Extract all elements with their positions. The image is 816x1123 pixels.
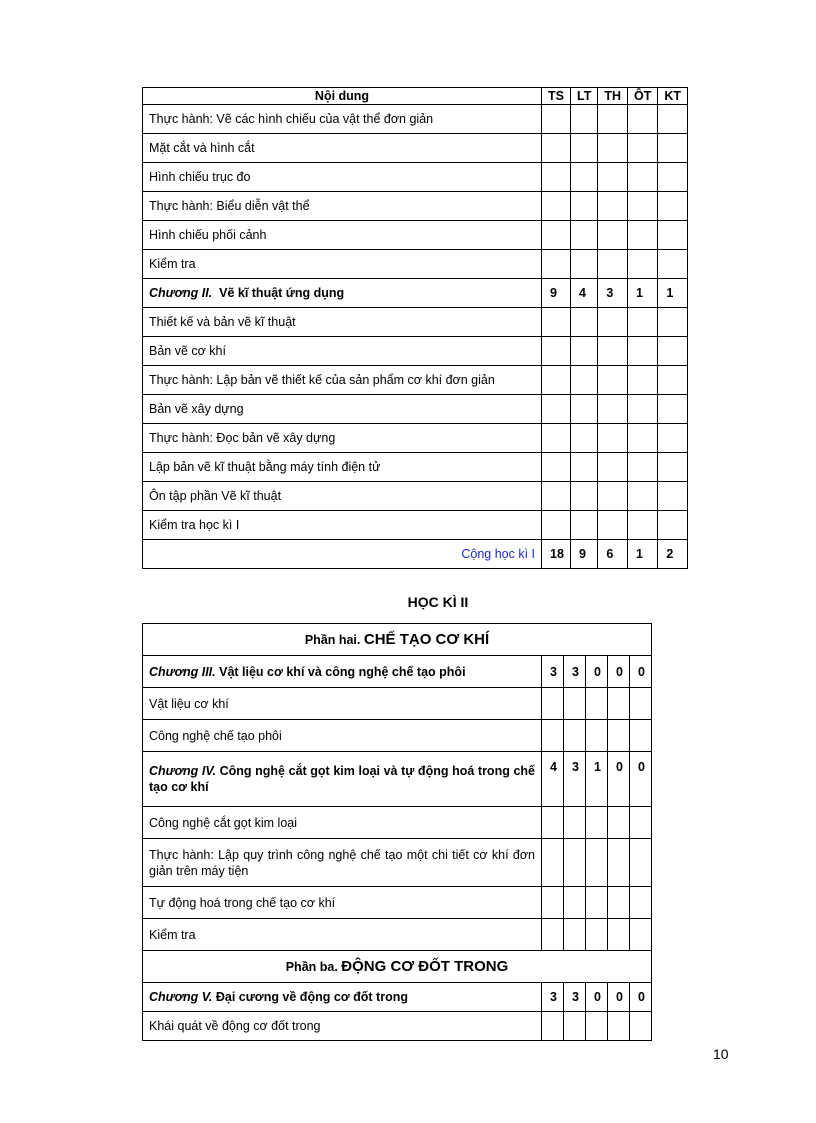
chapter-label (143, 752, 542, 807)
value-th: 0 (586, 983, 608, 1012)
row-label: Bản vẽ cơ khí (143, 337, 542, 366)
value-kt: 0 (630, 656, 652, 688)
row-label: Thực hành: Đọc bản vẽ xây dựng (143, 424, 542, 453)
chapter-row (143, 752, 652, 807)
value-th: 1 (586, 752, 608, 807)
table-row (143, 395, 688, 424)
row-label: Kiểm tra (143, 919, 542, 951)
row-label: Bản vẽ xây dựng (143, 395, 542, 424)
header-content: Nội dung (143, 88, 542, 105)
total-row (143, 540, 688, 569)
part-title: ĐỘNG CƠ ĐỐT TRONG (341, 957, 509, 975)
row-label: Khái quát về động cơ đốt trong (143, 1012, 542, 1041)
value-ts: 3 (542, 656, 564, 688)
table-row (143, 482, 688, 511)
chapter-title: Công nghệ cắt gọt kim loại và tự động hoá trong chế tạo cơ khí (149, 764, 535, 794)
row-label: Ôn tập phần Vẽ kĩ thuật (143, 482, 542, 511)
header-ot: ÔT (628, 88, 658, 105)
row-label: Thực hành: Lập quy trình công nghệ chế tạo một chi tiết cơ khí đơn giản trên máy tiện (143, 839, 542, 887)
value-lt: 4 (570, 279, 597, 308)
chapter-row (143, 983, 652, 1012)
chapter-number: Chương V. (149, 990, 213, 1004)
value-kt: 0 (630, 983, 652, 1012)
chapter-title: Vật liệu cơ khí và công nghệ chế tạo phôi (219, 664, 466, 679)
table-row (143, 250, 688, 279)
total-ts: 18 (542, 540, 571, 569)
chapter-label (143, 983, 542, 1012)
value-ts: 9 (542, 279, 571, 308)
table-row (143, 337, 688, 366)
row-label: Mặt cắt và hình cắt (143, 134, 542, 163)
total-kt: 2 (658, 540, 688, 569)
value-ot: 1 (628, 279, 658, 308)
value-ot: 0 (608, 752, 630, 807)
table-row (143, 192, 688, 221)
total-lt: 9 (570, 540, 597, 569)
table-row (143, 839, 652, 887)
value-kt: 0 (630, 752, 652, 807)
chapter-number: Chương III. (149, 664, 216, 679)
part-prefix: Phần ba. (285, 959, 338, 974)
table-row (143, 807, 652, 839)
header-kt: KT (658, 88, 688, 105)
table-row (143, 919, 652, 951)
value-lt: 3 (564, 656, 586, 688)
row-label: Công nghệ chế tạo phôi (143, 720, 542, 752)
row-label: Thực hành: Lập bản vẽ thiết kế của sản phẩm cơ khí đơn giản (143, 366, 542, 395)
table-row (143, 720, 652, 752)
table-row (143, 221, 688, 250)
row-label: Thực hành: Biểu diễn vật thể (143, 192, 542, 221)
chapter-number: Chương IV. (149, 764, 216, 778)
part-two-heading (143, 624, 652, 656)
row-label: Kiểm tra học kì I (143, 511, 542, 540)
semester-2-heading: HỌC KÌ II (407, 594, 469, 610)
row-label: Thiết kế và bản vẽ kĩ thuật (143, 308, 542, 337)
table-row (143, 887, 652, 919)
row-label: Hình chiếu phối cảnh (143, 221, 542, 250)
table-row (143, 105, 688, 134)
value-th: 0 (586, 656, 608, 688)
value-ts: 4 (542, 752, 564, 807)
row-label: Tự động hoá trong chế tạo cơ khí (143, 887, 542, 919)
table-row (143, 511, 688, 540)
chapter-label (143, 656, 542, 688)
row-label: Vật liệu cơ khí (143, 688, 542, 720)
value-kt: 1 (658, 279, 688, 308)
total-ot: 1 (628, 540, 658, 569)
total-label: Cộng học kì I (143, 540, 542, 569)
value-lt: 3 (564, 752, 586, 807)
chapter-number: Chương II. (149, 286, 213, 300)
part-title: CHẾ TẠO CƠ KHÍ (363, 630, 490, 648)
value-ot: 0 (608, 656, 630, 688)
value-ot: 0 (608, 983, 630, 1012)
schedule-table-semester-1 (142, 87, 688, 569)
header-lt: LT (570, 88, 597, 105)
table-row (143, 688, 652, 720)
value-th: 3 (598, 279, 628, 308)
row-label: Công nghệ cắt gọt kim loại (143, 807, 542, 839)
chapter-row (143, 656, 652, 688)
row-label: Lập bản vẽ kĩ thuật bằng máy tính điện tử (143, 453, 542, 482)
total-th: 6 (598, 540, 628, 569)
header-ts: TS (542, 88, 571, 105)
table-row (143, 453, 688, 482)
chapter-title: Đại cương về động cơ đốt trong (215, 990, 408, 1004)
chapter-title: Vẽ kĩ thuật ứng dụng (219, 286, 345, 300)
table-row (143, 366, 688, 395)
table-row (143, 134, 688, 163)
schedule-table-semester-2 (142, 623, 652, 1041)
table-header-row (143, 88, 688, 105)
row-label: Hình chiếu trục đo (143, 163, 542, 192)
row-label: Kiểm tra (143, 250, 542, 279)
part-prefix: Phần hai. (304, 632, 361, 647)
page-number: 10 (713, 1046, 729, 1062)
value-ts: 3 (542, 983, 564, 1012)
table-row (143, 424, 688, 453)
table-row (143, 163, 688, 192)
row-label: Thực hành: Vẽ các hình chiếu của vật thể đơn giản (143, 105, 542, 134)
part-heading-row (143, 951, 652, 983)
table-row (143, 1012, 652, 1041)
header-th: TH (598, 88, 628, 105)
chapter-row (143, 279, 688, 308)
chapter-label (143, 279, 542, 308)
part-heading-row (143, 624, 652, 656)
part-three-heading (143, 951, 652, 983)
table-row (143, 308, 688, 337)
value-lt: 3 (564, 983, 586, 1012)
